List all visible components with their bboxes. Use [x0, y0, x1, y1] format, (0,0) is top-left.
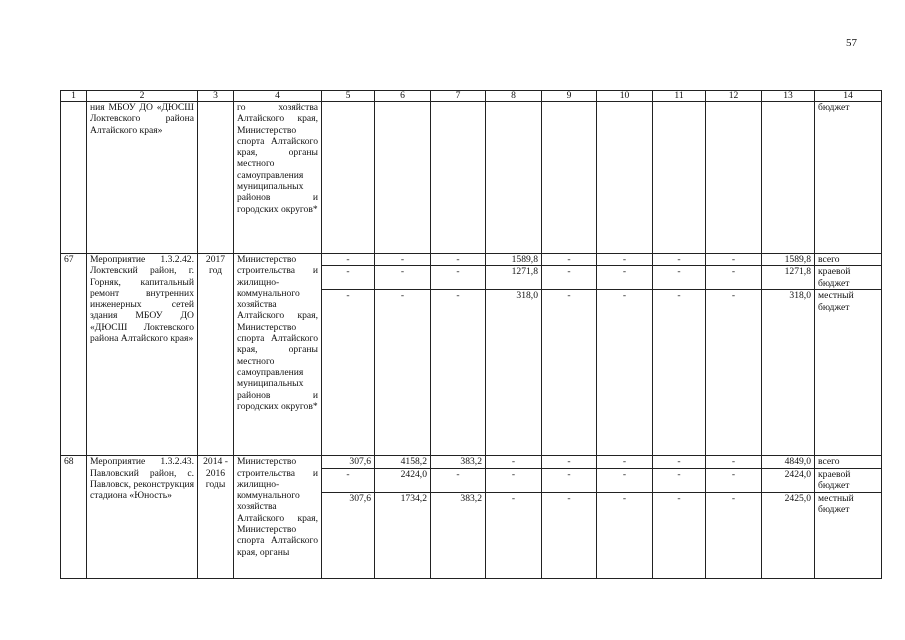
- value-cell: 1271,8: [486, 266, 542, 290]
- header-cell: 5: [322, 91, 375, 102]
- value-cell: -: [706, 290, 762, 456]
- value-cell: -: [375, 266, 431, 290]
- header-cell: 13: [762, 91, 815, 102]
- funding-source-cell: краевой бюджет: [815, 266, 882, 290]
- value-cell: 1589,8: [486, 254, 542, 266]
- table-cell: [706, 102, 762, 254]
- funding-source-cell: местный бюджет: [815, 290, 882, 456]
- header-cell: 4: [234, 91, 322, 102]
- header-cell: 9: [542, 91, 597, 102]
- value-cell: 307,6: [322, 456, 375, 468]
- value-cell: -: [322, 254, 375, 266]
- value-cell: -: [706, 254, 762, 266]
- total-cell: 4849,0: [762, 456, 815, 468]
- value-cell: -: [322, 290, 375, 456]
- value-cell: -: [542, 492, 597, 578]
- total-cell: 2425,0: [762, 492, 815, 578]
- value-cell: 318,0: [486, 290, 542, 456]
- years-cell: 2017 год: [198, 254, 234, 456]
- value-cell: -: [653, 290, 706, 456]
- funding-source-cell: всего: [815, 456, 882, 468]
- funding-source-cell: краевой бюджет: [815, 468, 882, 492]
- header-cell: 1: [61, 91, 87, 102]
- value-cell: -: [431, 266, 486, 290]
- value-cell: -: [706, 266, 762, 290]
- value-cell: -: [706, 456, 762, 468]
- value-cell: -: [597, 266, 653, 290]
- value-cell: -: [653, 456, 706, 468]
- executor-cell: го хозяйства Алтайского края, Министерство спорта Алтайского края, органы местного самоуправления муниципальных районов и городских округов*: [234, 102, 322, 254]
- header-cell: 3: [198, 91, 234, 102]
- years-cell: 2014 - 2016 годы: [198, 456, 234, 578]
- value-cell: -: [431, 290, 486, 456]
- row-number-cell: 67: [61, 254, 87, 456]
- value-cell: -: [375, 254, 431, 266]
- page-number: 57: [846, 37, 857, 49]
- header-cell: 2: [87, 91, 198, 102]
- table-cell: [61, 102, 87, 254]
- table-cell: [375, 102, 431, 254]
- total-cell: 1589,8: [762, 254, 815, 266]
- table-row: [61, 254, 882, 266]
- header-cell: 11: [653, 91, 706, 102]
- header-cell: 6: [375, 91, 431, 102]
- table-cell: [762, 102, 815, 254]
- value-cell: -: [431, 254, 486, 266]
- measure-name-cell: ния МБОУ ДО «ДЮСШ Локтевского района Алтайского края»: [87, 102, 198, 254]
- funding-source-cell: бюджет: [815, 102, 882, 254]
- value-cell: -: [542, 468, 597, 492]
- value-cell: -: [486, 456, 542, 468]
- value-cell: -: [542, 254, 597, 266]
- value-cell: -: [322, 266, 375, 290]
- header-cell: 14: [815, 91, 882, 102]
- value-cell: -: [653, 492, 706, 578]
- header-cell: 8: [486, 91, 542, 102]
- header-cell: 12: [706, 91, 762, 102]
- header-row: [61, 91, 882, 102]
- table-cell: [542, 102, 597, 254]
- value-cell: -: [653, 266, 706, 290]
- funding-source-cell: всего: [815, 254, 882, 266]
- table-cell: [653, 102, 706, 254]
- table-cell: [198, 102, 234, 254]
- value-cell: 383,2: [431, 456, 486, 468]
- value-cell: -: [653, 254, 706, 266]
- value-cell: -: [431, 468, 486, 492]
- total-cell: 318,0: [762, 290, 815, 456]
- executor-cell: Министерство строительства и жилищно-коммунального хозяйства Алтайского края, Министерство спорта Алтайского края, органы: [234, 456, 322, 578]
- value-cell: 1734,2: [375, 492, 431, 578]
- value-cell: 383,2: [431, 492, 486, 578]
- value-cell: -: [322, 468, 375, 492]
- value-cell: -: [486, 492, 542, 578]
- total-cell: 1271,8: [762, 266, 815, 290]
- header-cell: 7: [431, 91, 486, 102]
- measure-name-cell: Мероприятие 1.3.2.43. Павловский район, с. Павловск, реконструкция стадиона «Юность»: [87, 456, 198, 578]
- value-cell: -: [375, 290, 431, 456]
- value-cell: -: [653, 468, 706, 492]
- measure-name-cell: Мероприятие 1.3.2.42. Локтевский район, г. Горняк, капитальный ремонт внутренних инженерных сетей здания МБОУ ДО «ДЮСШ Локтевского района Алтайского края»: [87, 254, 198, 456]
- header-cell: 10: [597, 91, 653, 102]
- program-table: [60, 90, 882, 579]
- continuation-row: [61, 102, 882, 254]
- table-row: [61, 456, 882, 468]
- value-cell: -: [597, 254, 653, 266]
- value-cell: 4158,2: [375, 456, 431, 468]
- table-cell: [431, 102, 486, 254]
- value-cell: -: [542, 456, 597, 468]
- value-cell: 307,6: [322, 492, 375, 578]
- value-cell: -: [597, 456, 653, 468]
- value-cell: -: [542, 290, 597, 456]
- value-cell: -: [706, 468, 762, 492]
- value-cell: -: [597, 492, 653, 578]
- value-cell: -: [542, 266, 597, 290]
- value-cell: -: [706, 492, 762, 578]
- table-cell: [597, 102, 653, 254]
- value-cell: -: [486, 468, 542, 492]
- table-cell: [486, 102, 542, 254]
- executor-cell: Министерство строительства и жилищно-коммунального хозяйства Алтайского края, Министерство спорта Алтайского края, органы местного самоуправления муниципальных районов и городских округов*: [234, 254, 322, 456]
- value-cell: -: [597, 290, 653, 456]
- value-cell: 2424,0: [375, 468, 431, 492]
- row-number-cell: 68: [61, 456, 87, 578]
- total-cell: 2424,0: [762, 468, 815, 492]
- funding-source-cell: местный бюджет: [815, 492, 882, 578]
- value-cell: -: [597, 468, 653, 492]
- table-cell: [322, 102, 375, 254]
